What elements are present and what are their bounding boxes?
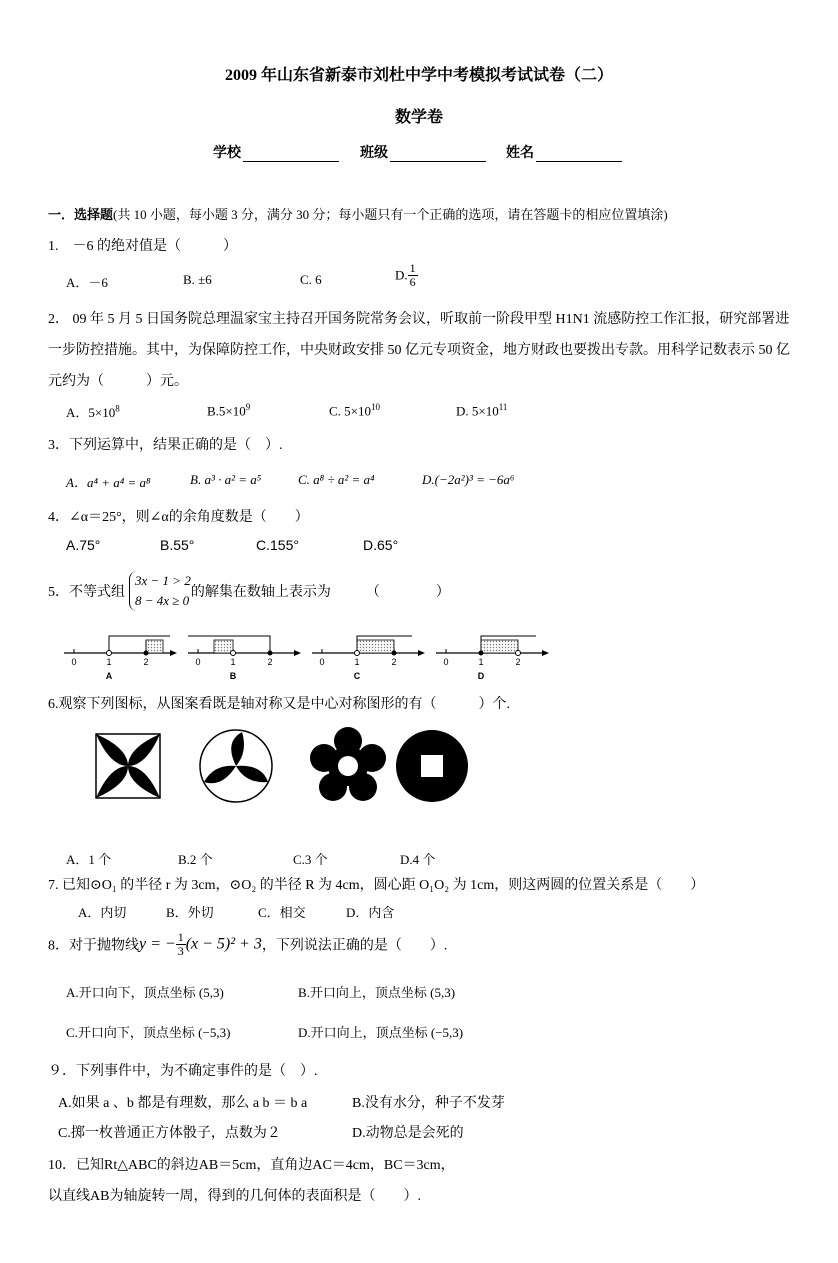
name-field [506, 142, 622, 162]
q2-line2: 一步防控措施。其中，为保障防控工作，中央财政安排 50 亿元专项资金，地方财政也要拨出专款。用科学记数表示 50 亿 [48, 343, 790, 358]
class-label: 班级 [360, 146, 388, 161]
q2-a-exp: 8 [115, 403, 120, 414]
section-instruction: (共 10 小题，每小题 3 分，满分 30 分；每小题只有一个正确的选项，请在答题卡的相应位置填涂) [113, 207, 668, 222]
q2-line3: 元约为（ ）元。 [48, 374, 188, 389]
q5-number-lines [60, 628, 550, 684]
q2-line1: 2． 09 年 5 月 5 日国务院总理温家宝主持召开国务院常务会议，听取前一阶段甲型 H1N1 流感防控工作汇报，研究部署进 [48, 312, 790, 327]
fraction-denominator: 6 [409, 275, 416, 289]
q1-option-c: C. 6 [300, 272, 322, 287]
option-label-a: A [105, 671, 113, 681]
petal-square-icon [96, 734, 160, 798]
school-blank [243, 147, 339, 162]
q8-equation-right: (x − 5)² + 3 [185, 935, 262, 953]
q8-option-a: A.开口向下，顶点坐标 (5,3) [66, 985, 224, 1000]
q2-a-base: A．5×10 [66, 405, 116, 420]
q6-figures [86, 724, 476, 806]
q1-option-d-fraction [408, 262, 418, 289]
q2-c-base: C. 5×10 [329, 403, 372, 419]
q2-d-exp: 11 [498, 402, 508, 412]
q7-option-b: B．外切 [166, 905, 214, 920]
fraction-numerator: 1 [409, 261, 416, 275]
q2-b-base: B.5×10 [207, 403, 246, 419]
q7-option-c: C．相交 [258, 905, 306, 920]
flower-icon [310, 727, 386, 801]
school-label: 学校 [213, 146, 241, 161]
q6-option-d: D.4 个 [400, 852, 436, 867]
q2-d-base: D. 5×10 [456, 403, 499, 419]
class-field [360, 142, 486, 162]
q6-option-c: C.3 个 [293, 852, 328, 867]
q6-stem: 6.观察下列图标，从图案看既是轴对称又是中心对称图形的有（ ）个. [48, 697, 510, 712]
q8-equation-left: y = − [139, 935, 176, 953]
q4-option-a: A.75° [66, 537, 101, 553]
option-label-d: D [477, 671, 485, 681]
number-line-b [188, 636, 301, 681]
q8-option-c: C.开口向下，顶点坐标 (−5,3) [66, 1025, 231, 1040]
q1-option-b: B. ±6 [183, 272, 212, 287]
option-label-c: C [353, 671, 361, 681]
q8-option-b: B.开口向上，顶点坐标 (5,3) [298, 985, 456, 1000]
class-blank [390, 147, 486, 162]
q8-stem [48, 931, 447, 958]
q9-option-d: D.动物总是会死的 [352, 1126, 464, 1141]
q8-stem-suffix: ，下列说法正确的是（ ）. [261, 938, 448, 954]
exam-title: 2009 年山东省新泰市刘杜中学中考模拟考试试卷（二） [224, 67, 613, 84]
q1-option-d-label: D. [395, 267, 408, 283]
exam-subtitle: 数学卷 [394, 109, 443, 126]
q2-c-exp: 10 [371, 402, 381, 412]
q5-stem-suffix: 的解集在数轴上表示为 （ ） [190, 585, 450, 600]
q4-option-c: C.155° [256, 537, 299, 553]
q3-option-c: C. a⁸ ÷ a² = a⁴ [298, 472, 375, 487]
option-label-b: B [229, 671, 237, 681]
fraction-numerator: 1 [177, 930, 184, 944]
q2-option-b [207, 402, 250, 419]
q2-option-d [456, 402, 507, 419]
name-label: 姓名 [506, 146, 534, 161]
tick-2: 2 [143, 657, 149, 667]
section-heading [48, 204, 668, 223]
number-line-c [312, 636, 425, 681]
q7-stem: 7. 已知⊙O₁ 的半径 r 为 3cm，⊙O₂ 的半径 R 为 4cm，圆心距 O₁O₂ 为 1cm，则这两圆的位置关系是（ ） [48, 878, 705, 893]
square-hole-coin-icon [396, 730, 468, 802]
q9-option-a: A.如果 a 、b 都是有理数，那么 a b ＝ b a [58, 1096, 308, 1111]
q8-option-d: D.开口向上，顶点坐标 (−5,3) [298, 1025, 464, 1040]
q5-stem [48, 571, 450, 611]
q10-line2: 以直线AB为轴旋转一周，得到的几何体的表面积是（ ）. [48, 1189, 421, 1204]
section-title: 一．选择题 [48, 207, 114, 222]
q7-option-d: D．内含 [346, 905, 395, 920]
q10-line1: 10．已知Rt△ABC的斜边AB＝5cm，直角边AC＝4cm，BC＝3cm， [48, 1158, 455, 1173]
inequality-system [129, 571, 191, 611]
inequality-1: 3x − 1 > 2 [135, 573, 191, 588]
tick-2: 2 [515, 657, 521, 667]
q7-option-a: A．内切 [78, 905, 127, 920]
q3-option-d: D.(−2a²)³ = −6a⁶ [422, 472, 515, 487]
q3-option-b: B. a³ · a² = a⁵ [190, 472, 262, 487]
q6-option-b: B.2 个 [178, 852, 213, 867]
q9-option-b: B.没有水分，种子不发芽 [352, 1096, 505, 1111]
name-blank [536, 147, 622, 162]
q8-stem-prefix: 8．对于抛物线 [48, 938, 139, 954]
tick-0: 0 [71, 657, 77, 667]
school-field [213, 142, 339, 162]
tick-1: 1 [230, 657, 236, 667]
tick-0: 0 [195, 657, 201, 667]
tick-2: 2 [391, 657, 397, 667]
tick-1: 1 [354, 657, 360, 667]
q4-option-d: D.65° [363, 537, 399, 553]
q1-option-a: A．－6 [66, 275, 108, 290]
number-line-a [64, 636, 177, 681]
q2-b-exp: 9 [245, 402, 251, 412]
q2-option-c [329, 402, 380, 419]
inequality-2: 8 − 4x ≥ 0 [135, 593, 190, 608]
q2-option-a [66, 402, 120, 421]
three-blade-circle-icon [200, 730, 272, 802]
q3-stem: 3．下列运算中，结果正确的是（ ）. [48, 438, 283, 453]
fraction-denominator: 3 [177, 944, 184, 958]
q5-stem-prefix: 5．不等式组 [48, 585, 125, 600]
tick-0: 0 [443, 657, 449, 667]
tick-1: 1 [478, 657, 484, 667]
q3-option-a: A．a⁴ + a⁴ = a⁸ [66, 475, 151, 490]
tick-2: 2 [267, 657, 273, 667]
q4-option-b: B.55° [160, 537, 195, 553]
tick-0: 0 [319, 657, 325, 667]
number-line-d [436, 636, 549, 681]
q6-option-a: A．1 个 [66, 852, 112, 867]
tick-1: 1 [106, 657, 112, 667]
q8-fraction [176, 931, 186, 958]
q1-stem: 1. －6 的绝对值是（ ） [48, 239, 237, 254]
q9-option-c: C.掷一枚普通正方体骰子，点数为２ [58, 1126, 281, 1141]
q9-stem: ９．下列事件中，为不确定事件的是（ ）. [48, 1064, 318, 1079]
q1-option-d [395, 262, 418, 289]
q4-stem: 4．∠α＝25°，则∠α的余角度数是（ ） [48, 510, 309, 525]
